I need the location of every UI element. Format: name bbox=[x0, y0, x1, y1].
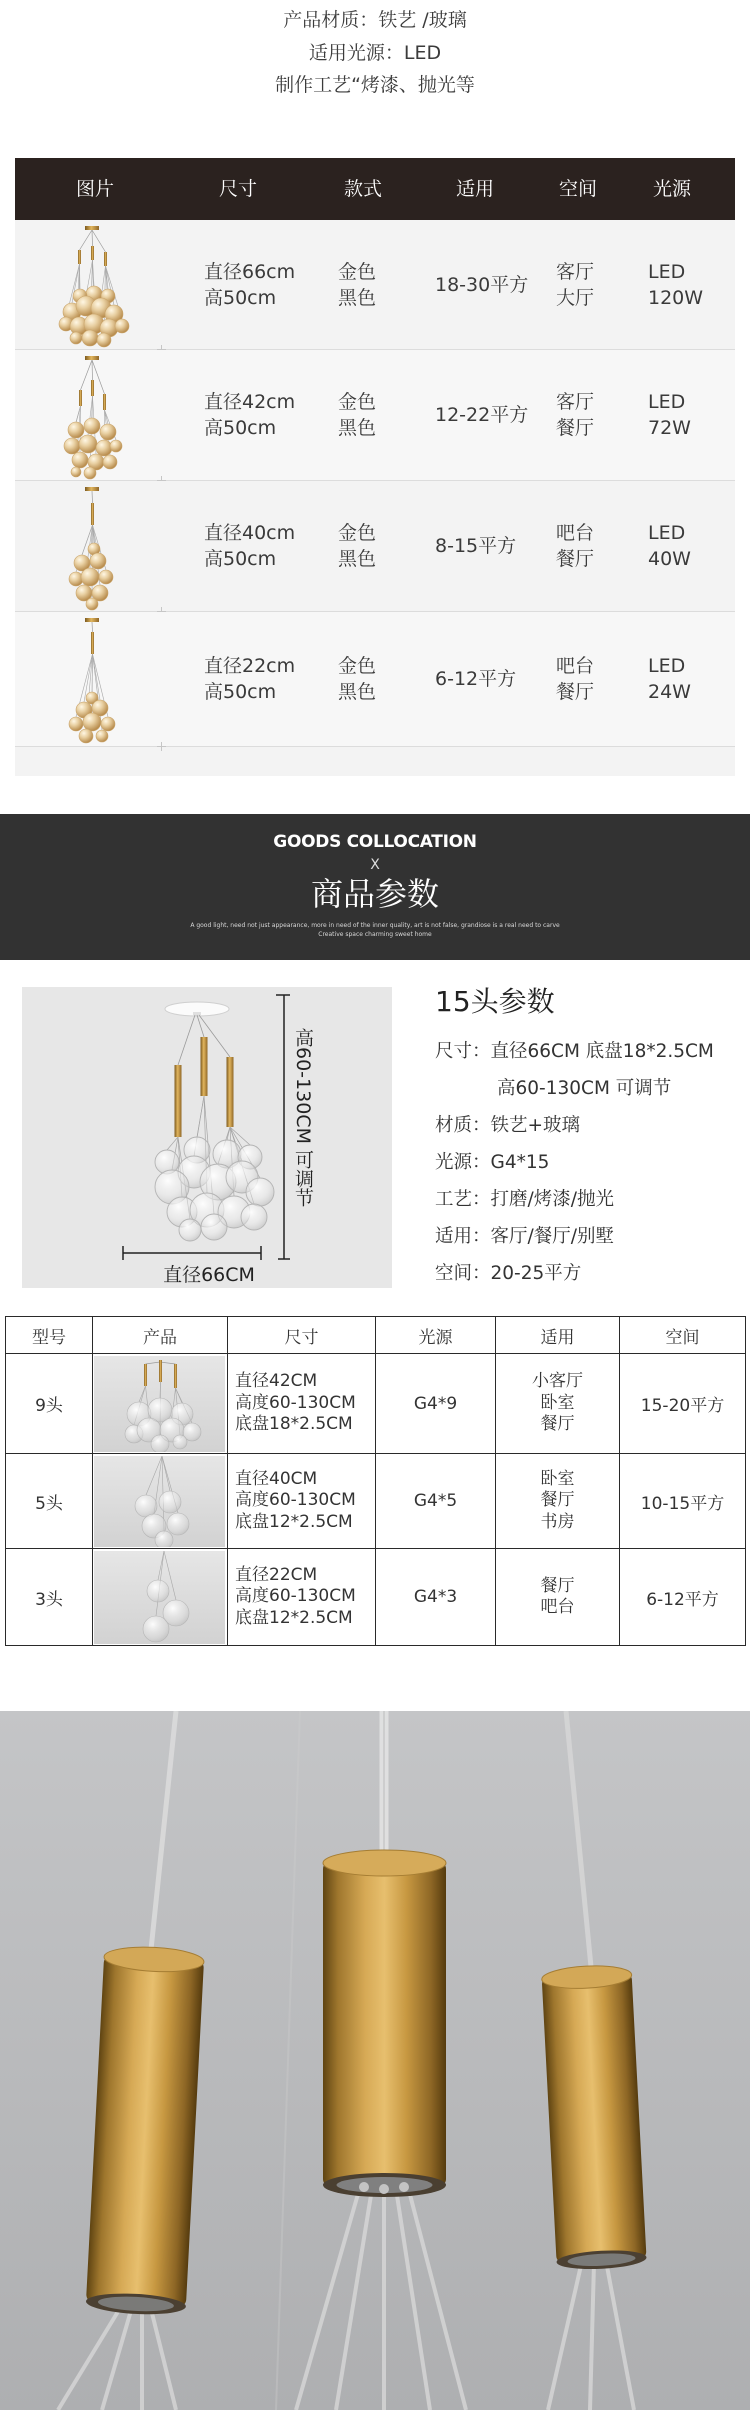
glass-sphere bbox=[100, 424, 116, 440]
model-header-product: 产品 bbox=[93, 1317, 228, 1354]
cell-line: 黑色 bbox=[338, 417, 377, 439]
cell-line: 8-15平方 bbox=[435, 535, 517, 557]
model-header-model: 型号 bbox=[6, 1317, 93, 1354]
spec-cell-size bbox=[204, 481, 295, 611]
cell-line: 直径22cm bbox=[204, 655, 296, 677]
model-cell-size bbox=[228, 1354, 376, 1454]
chandelier-dimension-image bbox=[22, 987, 392, 1288]
glass-sphere bbox=[81, 568, 99, 586]
banner-tagline: Creative space charming sweet home bbox=[318, 931, 432, 938]
lamp-thumbnail bbox=[46, 220, 138, 350]
param-size: 尺寸：直径66CM 底盘18*2.5CM bbox=[435, 1041, 714, 1062]
cell-line: LED bbox=[648, 522, 686, 544]
cell-line: 高度60-130CM bbox=[235, 1490, 356, 1511]
model-header-size: 尺寸 bbox=[228, 1317, 376, 1354]
glass-sphere bbox=[246, 1178, 274, 1206]
cell-line: 直径40CM bbox=[235, 1468, 318, 1489]
cell-line: 金色 bbox=[338, 391, 377, 413]
glass-sphere bbox=[159, 1491, 181, 1513]
banner-title-cn: 商品参数 bbox=[310, 875, 439, 913]
glass-sphere bbox=[90, 553, 106, 569]
spec-cell-area bbox=[435, 350, 528, 480]
lamp-thumbnail bbox=[46, 612, 138, 747]
cell-line: 直径42CM bbox=[235, 1371, 318, 1392]
spec-row bbox=[15, 612, 735, 747]
lamp-thumbnail bbox=[46, 350, 138, 481]
model-cell-product bbox=[93, 1354, 228, 1454]
cell-line: 大厅 bbox=[556, 286, 595, 309]
spec-cell-space bbox=[556, 220, 594, 349]
model-row bbox=[6, 1454, 746, 1549]
spec-table bbox=[15, 158, 735, 776]
spec-row bbox=[15, 481, 735, 612]
intro-block bbox=[0, 4, 750, 102]
glass-sphere bbox=[179, 1219, 201, 1241]
glass-sphere bbox=[99, 570, 113, 584]
cell-line: 直径42cm bbox=[204, 391, 296, 413]
glass-sphere bbox=[147, 1580, 169, 1602]
spec-cell-light bbox=[648, 481, 691, 611]
cell-line: 底盘12*2.5CM bbox=[235, 1607, 353, 1628]
cell-line: 金色 bbox=[338, 655, 377, 677]
spec-cell-space bbox=[556, 350, 594, 480]
cell-line: 书房 bbox=[540, 1511, 575, 1532]
model-cell-space: 15-20平方 bbox=[620, 1354, 746, 1454]
glass-sphere bbox=[68, 422, 84, 438]
gold-pendant-detail-photo bbox=[0, 1711, 750, 2410]
cell-line: 卧室 bbox=[540, 1392, 575, 1413]
cell-line: 吧台 bbox=[556, 522, 595, 544]
cell-line: 客厅 bbox=[556, 391, 595, 413]
spec-cell-area bbox=[435, 612, 516, 746]
cell-line: 24W bbox=[648, 681, 691, 703]
param-height: 高60-130CM 可调节 bbox=[497, 1078, 672, 1099]
model-cell-light: G4*9 bbox=[376, 1354, 496, 1454]
cell-line: 卧室 bbox=[540, 1468, 575, 1489]
model-cell-light: G4*3 bbox=[376, 1549, 496, 1646]
cell-line: 高度60-130CM bbox=[235, 1392, 356, 1413]
glass-sphere bbox=[79, 435, 97, 453]
glass-sphere bbox=[155, 1531, 173, 1547]
cell-line: 小客厅 bbox=[532, 1371, 583, 1392]
glass-sphere bbox=[115, 319, 129, 333]
spec-cell-size bbox=[204, 220, 295, 349]
glass-sphere bbox=[96, 440, 112, 456]
spec-header-light: 光源 bbox=[652, 178, 691, 200]
cell-line: 直径40cm bbox=[204, 522, 296, 544]
model-header-use: 适用 bbox=[496, 1317, 620, 1354]
cell-line: 72W bbox=[648, 417, 691, 439]
glass-sphere bbox=[103, 455, 117, 469]
cell-line: 底盘18*2.5CM bbox=[235, 1414, 353, 1435]
glass-sphere bbox=[72, 452, 88, 468]
glass-sphere bbox=[135, 1495, 157, 1517]
cell-line: LED bbox=[648, 655, 686, 677]
model-cell-product bbox=[93, 1454, 228, 1549]
model-header-space: 空间 bbox=[620, 1317, 746, 1354]
lamp-thumbnail bbox=[46, 481, 138, 612]
spec-header-picture: 图片 bbox=[75, 178, 114, 200]
model-row bbox=[6, 1549, 746, 1646]
cell-line: 高50cm bbox=[204, 417, 277, 439]
spec-header-style: 款式 bbox=[343, 178, 382, 200]
spec-table-body bbox=[15, 220, 735, 747]
glass-sphere bbox=[151, 1435, 169, 1452]
glass-sphere bbox=[86, 598, 98, 610]
spec-cell-space bbox=[556, 612, 594, 746]
model-cell-model: 9头 bbox=[6, 1354, 93, 1454]
product-thumbnail bbox=[94, 1356, 225, 1452]
banner-title-en: GOODS COLLOCATION bbox=[273, 832, 477, 852]
spec-cell-area bbox=[435, 481, 516, 611]
glass-sphere bbox=[84, 467, 96, 479]
spec-header-space: 空间 bbox=[558, 178, 597, 200]
cell-line: 黑色 bbox=[338, 681, 377, 703]
cell-line: 吧台 bbox=[540, 1597, 575, 1617]
cell-line: 底盘12*2.5CM bbox=[235, 1511, 353, 1532]
glass-sphere bbox=[82, 330, 98, 346]
plus-mark bbox=[157, 742, 166, 751]
model-cell-light: G4*5 bbox=[376, 1454, 496, 1549]
model-cell-space: 6-12平方 bbox=[620, 1549, 746, 1646]
spec-cell-area bbox=[435, 220, 528, 349]
model-cell-size bbox=[228, 1549, 376, 1646]
param-spec-list bbox=[435, 985, 714, 1292]
model-header-light: 光源 bbox=[376, 1317, 496, 1354]
model-cell-use bbox=[496, 1454, 620, 1549]
spec-cell-space bbox=[556, 481, 594, 611]
center-gold-cylinder bbox=[323, 1850, 446, 2197]
glass-sphere bbox=[69, 572, 83, 586]
glass-sphere bbox=[241, 1204, 267, 1230]
spec-cell-color bbox=[338, 612, 376, 746]
cell-line: 高50cm bbox=[204, 548, 277, 570]
cell-line: LED bbox=[648, 391, 686, 413]
spec-header-area: 适用 bbox=[455, 178, 494, 200]
cell-line: 餐厅 bbox=[556, 417, 595, 439]
cell-line: 12-22平方 bbox=[435, 404, 529, 426]
param-material: 材质：铁艺+玻璃 bbox=[435, 1115, 581, 1136]
glass-sphere bbox=[96, 730, 108, 742]
spec-cell-light bbox=[648, 612, 691, 746]
glass-sphere bbox=[167, 1513, 189, 1535]
banner-tagline: A good light, need not just appearance, more in need of the inner quality, art is not false, grandiose is a real need to carve bbox=[190, 922, 560, 929]
model-table bbox=[5, 1316, 746, 1646]
param-usage: 适用：客厅/餐厅/别墅 bbox=[435, 1226, 614, 1247]
glass-sphere bbox=[173, 1435, 187, 1449]
spec-cell-color bbox=[338, 350, 376, 480]
cell-line: 餐厅 bbox=[556, 548, 595, 570]
cell-line: 直径22CM bbox=[235, 1564, 318, 1585]
banner-separator: X bbox=[370, 857, 380, 873]
model-row bbox=[6, 1354, 746, 1454]
spec-row bbox=[15, 220, 735, 350]
cell-line: 客厅 bbox=[556, 260, 595, 283]
model-cell-use bbox=[496, 1354, 620, 1454]
cell-line: 金色 bbox=[338, 260, 377, 283]
cell-line: 高50cm bbox=[204, 681, 277, 703]
intro-light-source: 适用光源：LED bbox=[308, 41, 442, 64]
glass-sphere bbox=[143, 1616, 169, 1642]
intro-craft: 制作工艺“烤漆、抛光等 bbox=[275, 74, 475, 96]
spec-cell-color bbox=[338, 220, 376, 349]
spec-cell-color bbox=[338, 481, 376, 611]
cell-line: 高50cm bbox=[204, 286, 277, 309]
param-craft: 工艺：打磨/烤漆/抛光 bbox=[435, 1189, 614, 1210]
product-thumbnail bbox=[94, 1551, 225, 1644]
cell-line: 40W bbox=[648, 548, 691, 570]
spec-header-size: 尺寸 bbox=[218, 178, 257, 200]
cell-line: 120W bbox=[648, 286, 704, 309]
model-table-body bbox=[6, 1354, 746, 1646]
cell-line: 餐厅 bbox=[540, 1575, 575, 1596]
glass-sphere bbox=[101, 717, 115, 731]
cell-line: 6-12平方 bbox=[435, 668, 517, 690]
cell-line: 金色 bbox=[338, 522, 377, 544]
glass-sphere bbox=[110, 440, 122, 452]
diameter-label: 直径66CM bbox=[163, 1264, 255, 1286]
glass-sphere bbox=[201, 1214, 227, 1240]
model-cell-model: 5头 bbox=[6, 1454, 93, 1549]
param-space: 空间：20-25平方 bbox=[435, 1263, 582, 1284]
spec-cell-light bbox=[648, 220, 703, 349]
cell-line: 高度60-130CM bbox=[235, 1586, 356, 1607]
param-title: 15头参数 bbox=[435, 985, 555, 1018]
spec-cell-size bbox=[204, 350, 295, 480]
cell-line: 餐厅 bbox=[556, 681, 595, 703]
cell-line: 吧台 bbox=[556, 655, 595, 677]
cell-line: 黑色 bbox=[338, 548, 377, 570]
glass-sphere bbox=[84, 418, 100, 434]
glass-sphere bbox=[79, 729, 93, 743]
right-gold-cylinder bbox=[541, 1964, 647, 2271]
product-thumbnail bbox=[94, 1456, 225, 1547]
height-label: 高60-130CM 可调节 bbox=[292, 1028, 314, 1207]
left-gold-cylinder bbox=[85, 1945, 204, 2317]
model-cell-model: 3头 bbox=[6, 1549, 93, 1646]
intro-material: 产品材质：铁艺 /玻璃 bbox=[283, 9, 467, 31]
glass-sphere bbox=[70, 332, 82, 344]
cell-line: 餐厅 bbox=[540, 1490, 575, 1511]
model-cell-use bbox=[496, 1549, 620, 1646]
cell-line: LED bbox=[648, 260, 686, 283]
spec-table-header bbox=[15, 158, 735, 220]
glass-sphere bbox=[97, 333, 111, 347]
spec-cell-size bbox=[204, 612, 295, 746]
model-table-header bbox=[6, 1317, 746, 1354]
model-cell-product bbox=[93, 1549, 228, 1646]
cell-line: 餐厅 bbox=[540, 1414, 575, 1435]
section-banner bbox=[0, 814, 750, 960]
cell-line: 直径66cm bbox=[204, 260, 296, 283]
glass-sphere bbox=[71, 467, 81, 477]
glass-sphere bbox=[83, 713, 101, 731]
canopy bbox=[165, 1002, 229, 1016]
glass-sphere bbox=[64, 438, 80, 454]
cell-line: 黑色 bbox=[338, 286, 377, 309]
glass-sphere bbox=[69, 717, 83, 731]
model-cell-space: 10-15平方 bbox=[620, 1454, 746, 1549]
cell-line: 18-30平方 bbox=[435, 273, 529, 296]
param-light-source: 光源：G4*15 bbox=[435, 1152, 550, 1173]
model-cell-size bbox=[228, 1454, 376, 1549]
spec-cell-light bbox=[648, 350, 691, 480]
spec-row bbox=[15, 350, 735, 481]
